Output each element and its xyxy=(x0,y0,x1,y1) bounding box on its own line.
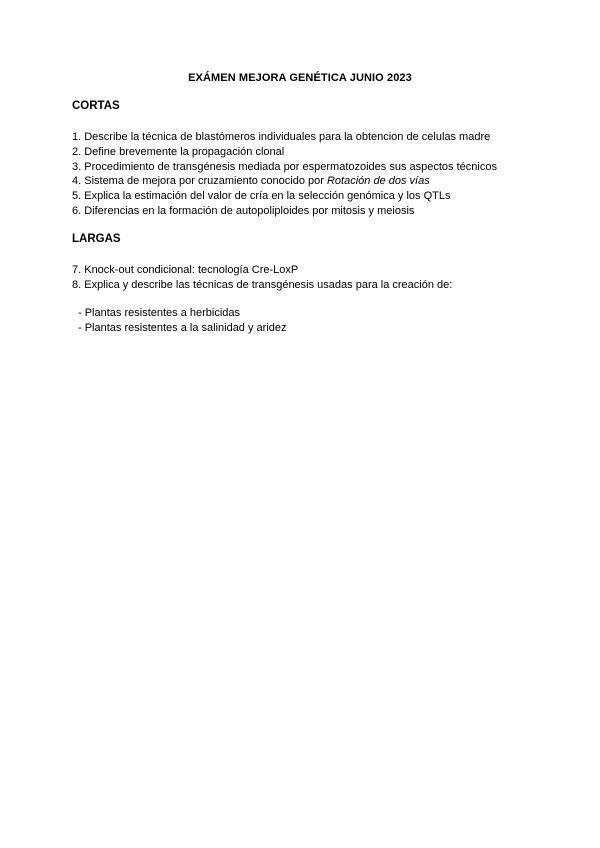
question-item-2: 2. Define brevemente la propagación clonal xyxy=(72,145,285,158)
section-heading-largas: LARGAS xyxy=(72,233,121,245)
largas-question-list xyxy=(72,263,452,293)
sublist-item-herbicidas: - Plantas resistentes a herbicidas xyxy=(78,307,241,319)
question-item-6: 6. Diferencias en la formación de autopoliploides por mitosis y meiosis xyxy=(72,204,415,217)
sublist-item-salinidad: - Plantas resistentes a la salinidad y aridez xyxy=(78,322,287,334)
question-item-8: 8. Explica y describe las técnicas de transgénesis usadas para la creación de: xyxy=(72,278,453,291)
question-item-3: 3. Procedimiento de transgénesis mediada por espermatozoides sus aspectos técnicos xyxy=(72,160,497,173)
question-item-4 xyxy=(72,174,497,189)
question-item-4-text: 4. Sistema de mejora por cruzamiento conocido por xyxy=(72,175,327,188)
question-item-1: 1. Describe la técnica de blastómeros individuales para la obtencion de celulas madre xyxy=(72,131,491,143)
question-item-7: 7. Knock-out condicional: tecnología Cre-LoxP xyxy=(72,264,299,276)
document-title: EXÁMEN MEJORA GENÉTICA JUNIO 2023 xyxy=(188,72,412,84)
question-8-sublist xyxy=(78,306,287,336)
question-item-4-emphasis: Rotación de dos vías xyxy=(326,175,430,188)
question-item-5: 5. Explica la estimación del valor de cría en la selección genómica y los QTLs xyxy=(72,190,451,203)
section-heading-cortas: CORTAS xyxy=(72,100,120,112)
cortas-question-list xyxy=(72,130,497,219)
